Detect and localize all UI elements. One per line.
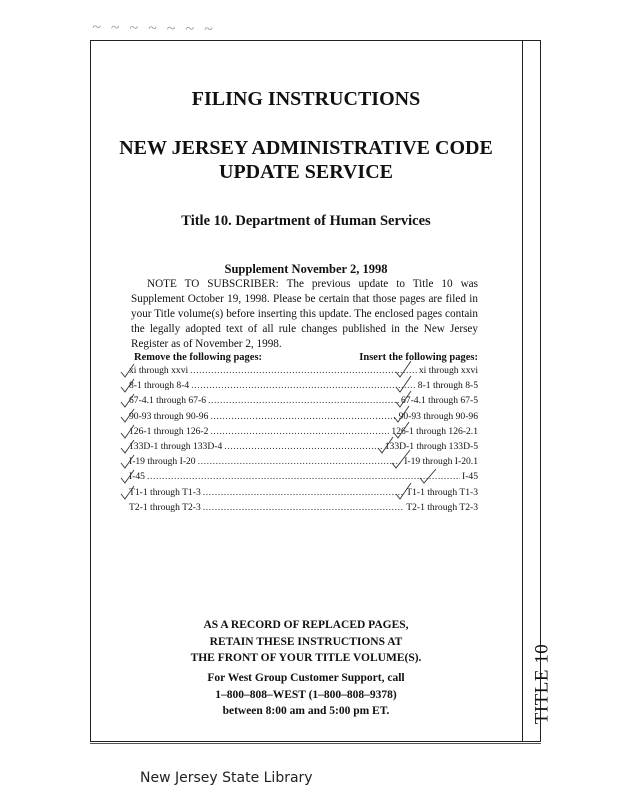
support-line-2: 1–800–808–WEST (1–800–808–9378) [215,688,397,701]
supplement-line: Supplement November 2, 1998 [224,262,388,276]
insert-pages: 8-1 through 8-5 [417,380,478,392]
insert-pages: I-19 through I-20.1 [404,456,478,468]
remove-pages: 133D-1 through 133D-4 [129,440,223,452]
remove-pages: I-45 [129,471,145,483]
subheading-line-1: NEW JERSEY ADMINISTRATIVE CODE [119,137,493,159]
remove-pages: xi through xxvi [129,365,189,376]
check-mark-icon [394,422,409,438]
check-mark-icon [396,361,411,377]
remove-pages: 126-1 through 126-2 [129,425,209,437]
check-mark-icon [121,364,134,377]
customer-support [92,670,520,720]
check-mark-icon [121,379,134,392]
remove-pages: T1-1 through T1-3 [129,486,201,498]
support-line-3: between 8:00 am and 5:00 pm ET. [222,705,390,717]
record-line-2: RETAIN THESE INSTRUCTIONS AT [209,635,403,648]
insert-pages: I-45 [462,471,478,483]
subheading-line-2: UPDATE SERVICE [219,161,393,183]
check-mark-icon [396,391,411,407]
check-mark-icon [396,483,411,499]
remove-pages: 90-93 through 90-96 [129,410,209,422]
insert-pages: 90-93 through 90-96 [398,410,478,422]
remove-pages: I-19 through I-20 [129,456,196,468]
record-line-3: THE FRONT OF YOUR TITLE VOLUME(S). [190,652,422,664]
remove-column-header: Remove the following pages: [134,352,263,363]
check-mark-icon [396,376,411,392]
check-mark-icon [420,469,436,483]
check-mark-icon [394,406,409,422]
check-mark-icon [121,440,134,453]
record-line-1: AS A RECORD OF REPLACED PAGES, [203,619,409,631]
remove-pages: T2-1 through T2-3 [129,501,201,513]
check-mark-icon [121,425,134,438]
insert-pages: 67-4.1 through 67-5 [400,395,478,407]
check-mark-icon [121,486,134,499]
check-mark-icon [121,470,134,483]
insert-pages: T2-1 through T2-3 [406,501,478,513]
faint-handwritten-mark: ~ ~ ~ ~ ~ ~ ~ [91,18,216,39]
note-to-subscriber: NOTE TO SUBSCRIBER: The previous update to Title 10 was Supplement October 19, 1998. Please be certain that those pages are filed in your Title volume(s) before inserting this update. The enclosed pages contain the legally adopted text of all rule changes published in the New Jersey Register as of November 2, 1998. [131,278,478,350]
record-instructions [92,617,520,667]
remove-pages: 8-1 through 8-4 [129,380,190,392]
document-heading: FILING INSTRUCTIONS [191,88,421,110]
title-tab-label: TITLE 10 [531,643,553,725]
check-mark-icon [121,394,134,407]
insert-pages: 133D-1 through 133D-5 [384,440,478,452]
check-mark-icon [378,437,393,453]
insert-pages: 126-1 through 126-2.1 [391,425,478,437]
library-stamp: New Jersey State Library [140,770,313,786]
insert-pages: xi through xxvi [418,365,478,376]
remove-pages: 67-4.1 through 67-6 [129,395,207,407]
title-line: Title 10. Department of Human Services [181,213,431,229]
check-mark-icon [121,455,134,468]
title-tab [518,643,566,725]
support-line-1: For West Group Customer Support, call [207,672,405,684]
insert-column-header: Insert the following pages: [359,352,478,363]
check-mark-icon [392,450,410,468]
insert-pages: T1-1 through T1-3 [406,486,478,498]
check-mark-icon [121,409,134,422]
